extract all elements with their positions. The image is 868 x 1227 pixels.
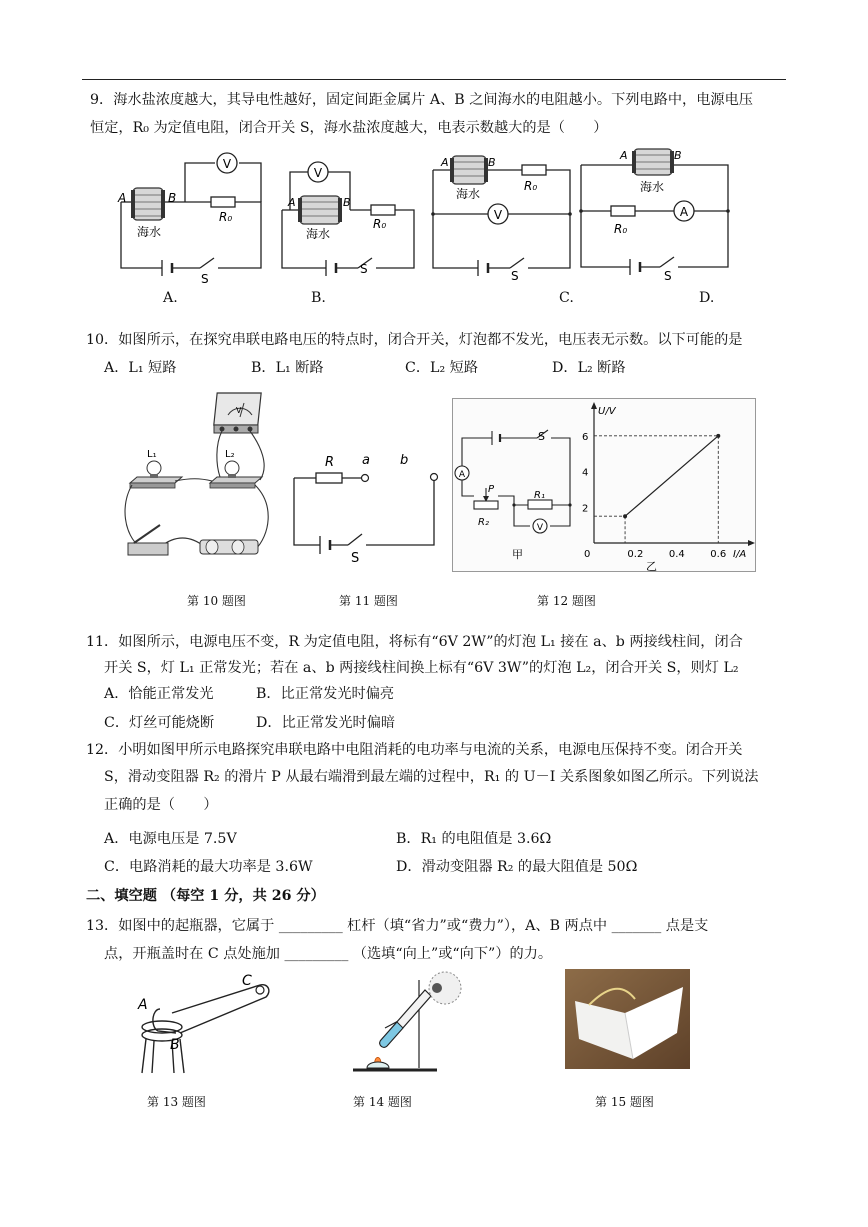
figure-14 — [345, 970, 470, 1078]
origin-label: 0 — [584, 549, 591, 560]
q11-line1: 11．如图所示，电源电压不变，R 为定值电阻，将标有“6V 2W”的灯泡 L₁ 接在 a、b 两接线柱间，闭合 — [86, 634, 743, 650]
q11-option-a: A．恰能正常发光 — [104, 686, 214, 702]
x-tick-label: 0.2 — [627, 549, 644, 560]
svg-text:R₂: R₂ — [478, 517, 489, 528]
svg-text:A: A — [620, 149, 628, 162]
q12-option-b: B．R₁ 的电阻值是 3.6Ω — [396, 831, 552, 847]
svg-text:B: B — [168, 191, 177, 205]
data-point — [623, 514, 627, 518]
svg-text:S: S — [538, 430, 545, 443]
q13-line2: 点，开瓶盖时在 C 点处施加 _________ （选填“向上”或“向下”）的力。 — [104, 946, 553, 962]
svg-text:A: A — [458, 470, 466, 480]
q10-option-a: A．L₁ 短路 — [104, 360, 177, 376]
svg-text:甲: 甲 — [512, 548, 523, 561]
q12-line2: S，滑动变阻器 R₂ 的滑片 P 从最右端滑到最左端的过程中，R₁ 的 U－I 关系图象如图乙所示。下列说法 — [104, 769, 759, 785]
svg-text:B: B — [343, 196, 351, 209]
svg-text:B: B — [488, 156, 496, 169]
data-point — [716, 434, 720, 438]
q9-circuit-d — [578, 143, 733, 283]
svg-text:乙: 乙 — [646, 560, 657, 573]
svg-text:A: A — [118, 191, 127, 205]
svg-text:A: A — [288, 196, 296, 209]
q9-label-b: B. — [311, 290, 326, 306]
q9-label-c: C. — [559, 290, 574, 306]
q10-option-d: D．L₂ 断路 — [552, 360, 626, 376]
svg-text:A: A — [679, 205, 689, 219]
svg-text:A: A — [441, 156, 449, 169]
q10-line1: 10．如图所示，在探究串联电路电压的特点时，闭合开关，灯泡都不发光，电压表无示数。以下可能的是 — [86, 332, 743, 348]
svg-text:R₀: R₀ — [614, 222, 628, 236]
y-tick-label: 6 — [582, 431, 589, 443]
q9-label-a: A. — [163, 290, 178, 306]
q12-option-a: A．电源电压是 7.5V — [104, 831, 237, 847]
figure-15 — [565, 969, 690, 1069]
svg-text:B: B — [170, 1037, 180, 1053]
svg-text:S: S — [201, 272, 209, 286]
q11-line2: 开关 S，灯 L₁ 正常发光；若在 a、b 两接线柱间换上标有“6V 3W”的灯泡 L₂，闭合开关 S，则灯 L₂ — [104, 660, 739, 676]
svg-text:R: R — [325, 455, 335, 470]
x-tick-label: 0.4 — [668, 549, 685, 560]
svg-text:海水: 海水 — [137, 225, 162, 239]
svg-text:海水: 海水 — [306, 227, 331, 241]
q10-option-b: B．L₁ 断路 — [251, 360, 324, 376]
y-axis-label: U/V — [598, 406, 616, 417]
q9-circuit-b — [278, 150, 418, 275]
caption-fig15: 第 15 题图 — [595, 1095, 654, 1109]
q12-option-d: D．滑动变阻器 R₂ 的最大阻值是 50Ω — [396, 859, 638, 875]
section2-heading: 二、填空题 （每空 1 分，共 26 分） — [86, 888, 325, 904]
q9-line1: 9．海水盐浓度越大，其导电性越好，固定间距金属片 A、B 之间海水的电阻越小。下列电路中，电源电压 — [90, 92, 753, 108]
figure-13 — [132, 975, 277, 1075]
y-tick-label: 4 — [582, 467, 589, 479]
figure-11 — [288, 450, 438, 568]
q11-option-c: C．灯丝可能烧断 — [104, 715, 215, 731]
x-axis-label: I/A — [733, 549, 747, 560]
x-tick-label: 0.6 — [710, 549, 727, 560]
y-tick-label: 2 — [582, 503, 589, 515]
caption-fig14: 第 14 题图 — [353, 1095, 412, 1109]
svg-text:A: A — [138, 997, 148, 1013]
svg-text:V: V — [536, 523, 544, 533]
q12-line1: 12．小明如图甲所示电路探究串联电路中电阻消耗的电功率与电流的关系，电源电压保持不变。闭合开关 — [86, 742, 743, 758]
svg-text:R₀: R₀ — [373, 217, 387, 231]
q9-circuit-a — [115, 150, 270, 285]
caption-fig12: 第 12 题图 — [537, 594, 596, 608]
svg-text:S: S — [360, 262, 368, 276]
q9-label-d: D. — [699, 290, 715, 306]
q9-line2: 恒定，R₀ 为定值电阻，闭合开关 S，海水盐浓度越大，电表示数越大的是（ ） — [90, 120, 608, 136]
svg-text:S: S — [511, 269, 519, 283]
svg-text:海水: 海水 — [456, 187, 481, 201]
svg-text:V: V — [313, 166, 323, 180]
svg-text:a: a — [362, 453, 370, 468]
q12-option-c: C．电路消耗的最大功率是 3.6W — [104, 859, 313, 875]
svg-text:b: b — [400, 453, 409, 468]
q12-line3: 正确的是（ ） — [104, 797, 218, 813]
q9-circuit-c — [428, 150, 576, 282]
q10-option-c: C．L₂ 短路 — [405, 360, 479, 376]
svg-text:V: V — [222, 157, 232, 171]
svg-text:L₂: L₂ — [225, 449, 235, 460]
svg-text:R₀: R₀ — [219, 210, 233, 224]
caption-fig11: 第 11 题图 — [339, 594, 398, 608]
q11-option-d: D．比正常发光时偏暗 — [256, 715, 396, 731]
svg-text:R₁: R₁ — [534, 490, 545, 501]
svg-text:S: S — [664, 269, 672, 283]
q11-option-b: B．比正常发光时偏亮 — [256, 686, 395, 702]
figure-12 — [452, 398, 757, 573]
svg-text:V: V — [236, 406, 242, 415]
caption-fig13: 第 13 题图 — [147, 1095, 206, 1109]
svg-text:P: P — [488, 484, 495, 495]
svg-text:V: V — [493, 208, 503, 222]
svg-text:B: B — [674, 149, 682, 162]
q13-line1: 13．如图中的起瓶器，它属于 _________ 杠杆（填“省力”或“费力”），A、B 两点中 _______ 点是支 — [86, 918, 709, 934]
svg-text:S: S — [351, 551, 360, 566]
figure-10 — [120, 385, 275, 570]
svg-text:C: C — [242, 973, 252, 989]
svg-text:海水: 海水 — [640, 180, 665, 194]
header-rule — [82, 79, 786, 80]
caption-fig10: 第 10 题图 — [187, 594, 246, 608]
svg-text:R₀: R₀ — [524, 179, 538, 193]
svg-text:L₁: L₁ — [147, 449, 157, 460]
